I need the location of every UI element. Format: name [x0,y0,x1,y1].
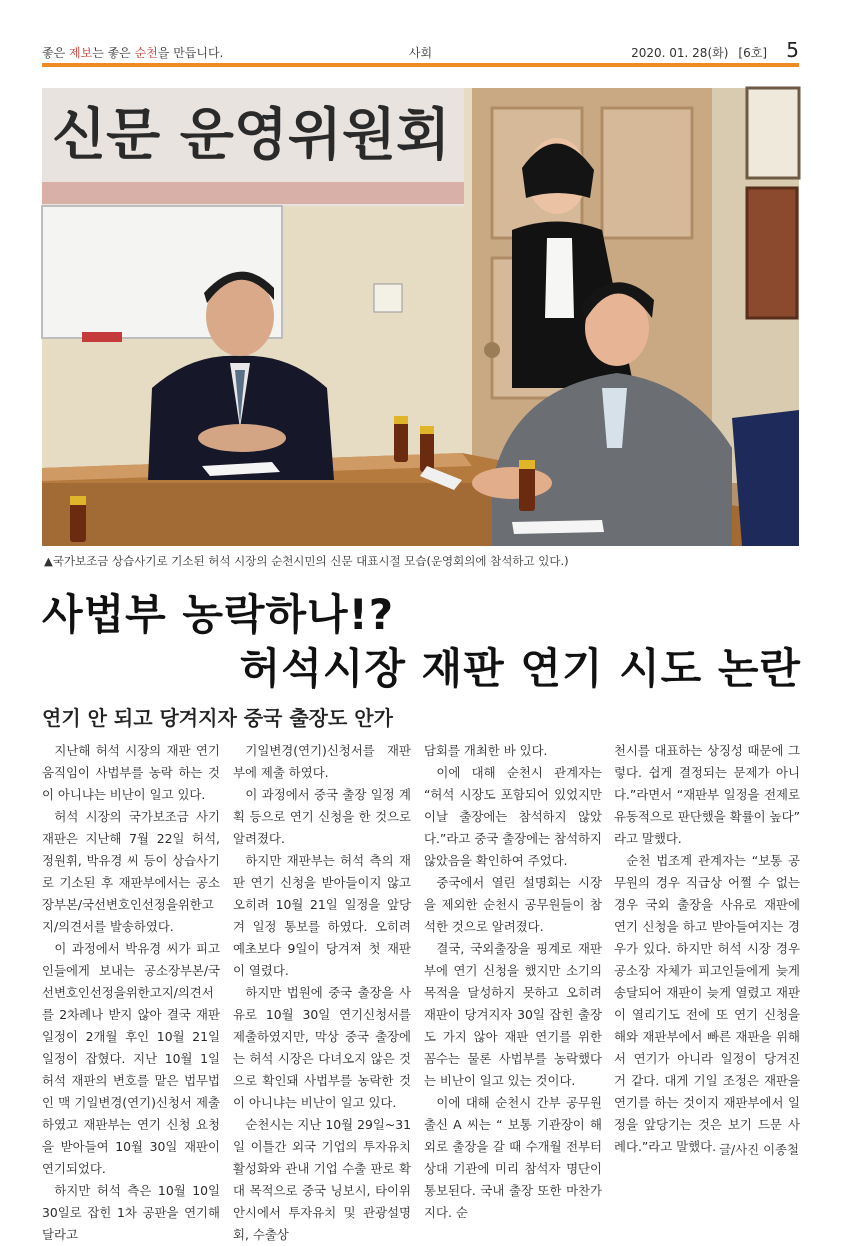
headline-line-2: 허석시장 재판 연기 시도 논란 [239,644,801,693]
banner-text: 신문 운영위원회 [52,103,451,168]
section-label: 사회 [408,46,433,60]
paragraph: 담회를 개최한 바 있다. [424,743,548,758]
paragraph: 중국에서 열린 설명회는 시장을 제외한 순천시 공무원들이 참석한 것으로 알려졌다. [424,875,602,934]
headline-line-1: 사법부 농락하나!? [42,590,395,639]
page-number: 5 [786,38,799,62]
header-divider [42,63,799,67]
subheadline: 연기 안 되고 당겨지자 중국 출장도 안가 [42,706,393,730]
article-column-2 [233,740,411,1246]
paragraph: 허석 시장의 국가보조금 사기 재판은 지난해 7월 22일 허석, 정원휘, 박유경 씨 등이 상습사기로 기소된 후 재판부에서는 공소장부본/국선변호인선정을위한고지/의견서를 발송하였다. [42,809,220,934]
paragraph: 순천 법조계 관계자는 “보통 공무원의 경우 직급상 어쩔 수 없는 경우 국외 출장을 사유로 재판에 연기 신청을 하고 받아들여지는 경우가 있다. 하지만 허석 시장 경우 공소장 자체가 피고인들에게 늦게 송달되어 재판이 늦게 열렸고 재판이 열리기도 전에 또 연기 신청을 해와 재판부에서 빠른 재판을 위해서 연기가 아니라 일정이 당겨진 거 같다. 대게 기일 조정은 재판을 연기를 하는 것이지 재판부에서 일정을 앞당기는 것은 보기 드문 사례다.”라고 말했다. [614,853,800,1154]
paragraph: 결국, 국외출장을 핑계로 재판부에 연기 신청을 했지만 소기의 목적을 달성하지 못하고 오히려 재판이 당겨지자 30일 잡힌 출장도 가지 않아 재판 연기를 위한 꼼수는 물론 사법부를 농락했다는 비난이 일고 있는 것이다. [424,941,602,1088]
page-header [42,38,799,66]
paragraph: 이 과정에서 중국 출장 일정 계획 등으로 연기 신청을 한 것으로 알려졌다. [233,787,411,846]
paragraph: 하지만 법원에 중국 출장을 사유로 10월 30일 연기신청서를 제출하였지만, 막상 중국 출장에는 허석 시장은 다녀오지 않은 것으로 확인돼 사법부를 농락한 것이 아니냐는 비난이 일고 있다. [233,985,411,1110]
issue-number: [6호] [738,46,767,60]
paragraph: 순천시는 지난 10월 29일~31일 이틀간 외국 기업의 투자유치 활성화와 관내 기업 수출 판로 확대 목적으로 중국 닝보시, 타이위안시에서 투자유치 및 관광설명회, 수출상 [233,1117,411,1242]
photo-caption: ▲국가보조금 상습사기로 기소된 허석 시장의 순천시민의 신문 대표시절 모습(운영회의에 참석하고 있다.) [44,554,569,568]
article-column-1 [42,740,220,1246]
paragraph: 하지만 허석 측은 10월 10일 30일로 잡힌 1차 공판을 연기해달라고 [42,1183,220,1242]
masthead-slogan: 좋은 제보는 좋은 순천을 만듭니다. [42,46,224,60]
article-column-4 [614,740,800,1158]
paragraph: 지난해 허석 시장의 재판 연기 움직임이 사법부를 농락 하는 것이 아니냐는 비난이 일고 있다. [42,743,220,802]
article-photo [42,88,799,546]
issue-date: 2020. 01. 28(화) [6호] [631,46,767,60]
article-column-3 [424,740,602,1224]
paragraph: 기일변경(연기)신청서를 재판부에 제출 하였다. [233,743,411,780]
paragraph: 이에 대해 순천시 간부 공무원 출신 A 씨는 “ 보통 기관장이 해외로 출장을 갈 때 수개월 전부터 상대 기관에 미리 참석자 명단이 통보된다. 국내 출장 또한 마찬가지다. 순 [424,1095,602,1220]
paragraph: 하지만 재판부는 허석 측의 재판 연기 신청을 받아들이지 않고 오히려 10월 21일 일정을 앞당겨 일정 통보를 하였다. 오히려 예초보다 9일이 당겨져 첫 재판이 열렸다. [233,853,411,978]
paragraph: 천시를 대표하는 상징성 때문에 그렇다. 쉽게 결정되는 문제가 아니다.”라면서 “재판부 일정을 전제로 유동적으로 판단했을 확률이 높다” 라고 말했다. [614,743,800,846]
byline: 글/사진 이종철 [719,1142,799,1157]
paragraph: 이에 대해 순천시 관계자는 “허석 시장도 포함되어 있었지만 이날 출장에는 참석하지 않았다.”라고 중국 출장에는 참석하지 않았음을 확인하여 주었다. [424,765,602,868]
paragraph: 이 과정에서 박유경 씨가 피고인들에게 보내는 공소장부본/국선변호인선정을위한고지/의견서를 2차례나 받지 않아 결국 재판 일정이 2개월 후인 10월 21일 일정이 잡혔다. 지난 10월 1일 허석 재판의 변호를 맡은 법무법인 맥 기일변경(연기)신청서 제출하였고 재판부는 연기 신청 요청을 받아들여 10월 30일 재판이 연기되었다. [42,941,220,1176]
